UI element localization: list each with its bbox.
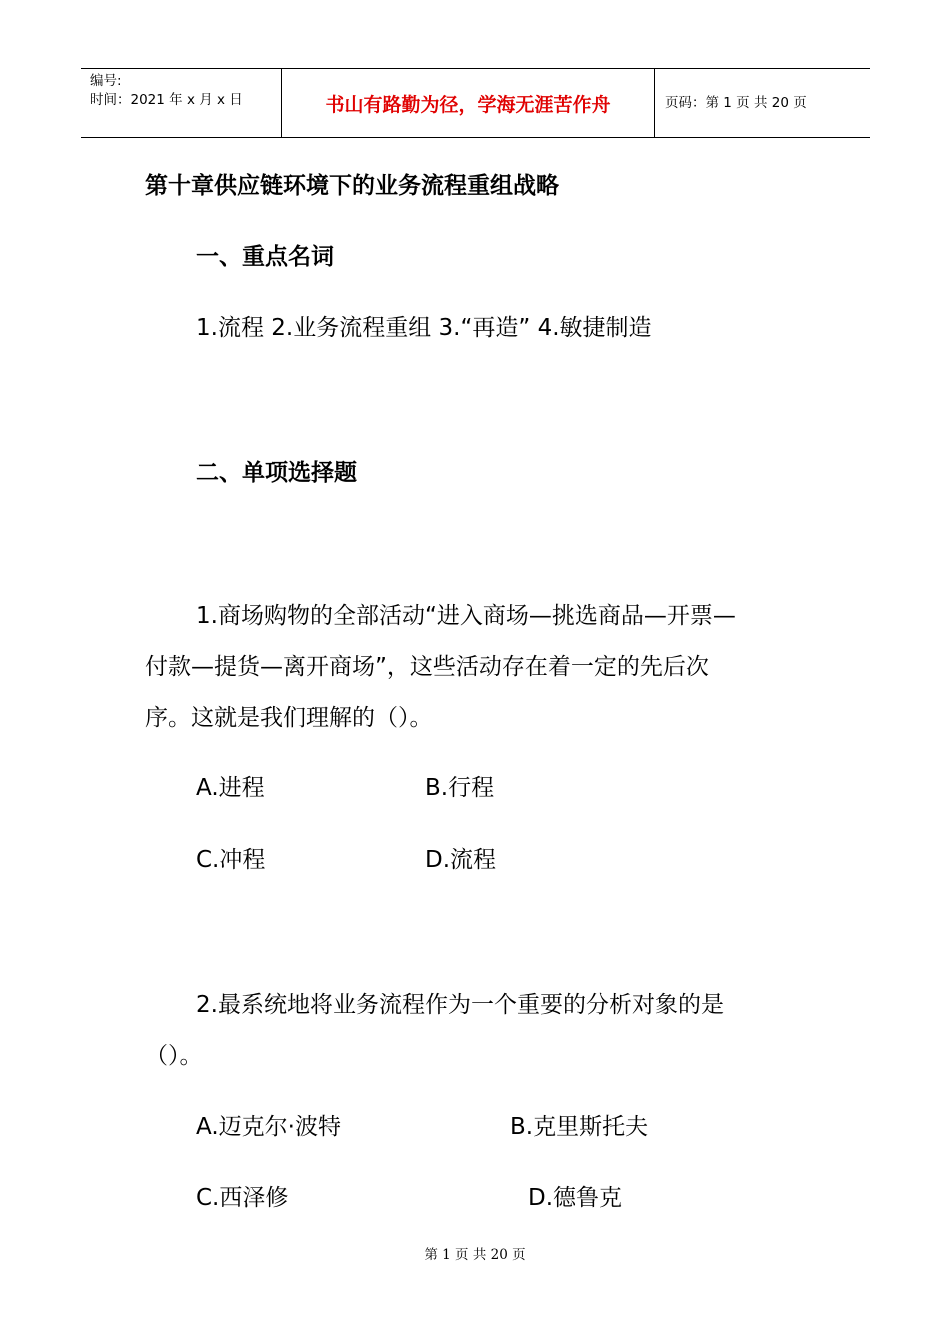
- document-header: [81, 68, 870, 138]
- header-page-cell: [655, 69, 870, 137]
- question-2-option-b: B.克里斯托夫: [510, 1114, 649, 1140]
- question-2-option-a: A.迈克尔·波特: [196, 1114, 341, 1140]
- question-1-line-3: 序。这就是我们理解的（）。: [145, 705, 433, 731]
- question-1-line-2: 付款—提货—离开商场”，这些活动存在着一定的先后次: [145, 654, 709, 680]
- header-motto-cell: [282, 69, 655, 137]
- question-1-option-a: A.进程: [196, 775, 265, 801]
- section-title-key-terms: 一、重点名词: [196, 244, 334, 270]
- question-1-option-b: B.行程: [425, 775, 495, 801]
- question-2-line-2: （）。: [145, 1043, 203, 1069]
- header-meta-cell: [81, 69, 282, 137]
- key-terms-list: 1.流程 2.业务流程重组 3.“再造” 4.敏捷制造: [196, 315, 652, 341]
- time-label: 时间：2021 年 x 月 x 日: [90, 92, 243, 108]
- section-title-single-choice: 二、单项选择题: [196, 460, 357, 486]
- question-2-line-1: 2.最系统地将业务流程作为一个重要的分析对象的是: [196, 992, 724, 1018]
- question-2-option-d: D.德鲁克: [528, 1185, 623, 1211]
- header-motto: 书山有路勤为径，学海无涯苦作舟: [325, 94, 611, 116]
- question-1-line-1: 1.商场购物的全部活动“进入商场—挑选商品—开票—: [196, 603, 736, 629]
- question-1-option-d: D.流程: [425, 847, 497, 873]
- number-label: 编号:: [90, 73, 122, 89]
- page-footer: 第 1 页 共 20 页: [424, 1247, 526, 1263]
- question-1-option-c: C.冲程: [196, 847, 266, 873]
- question-2-option-c: C.西泽修: [196, 1185, 289, 1211]
- chapter-title: 第十章供应链环境下的业务流程重组战略: [145, 173, 559, 199]
- header-page-info: 页码：第 1 页 共 20 页: [665, 95, 807, 111]
